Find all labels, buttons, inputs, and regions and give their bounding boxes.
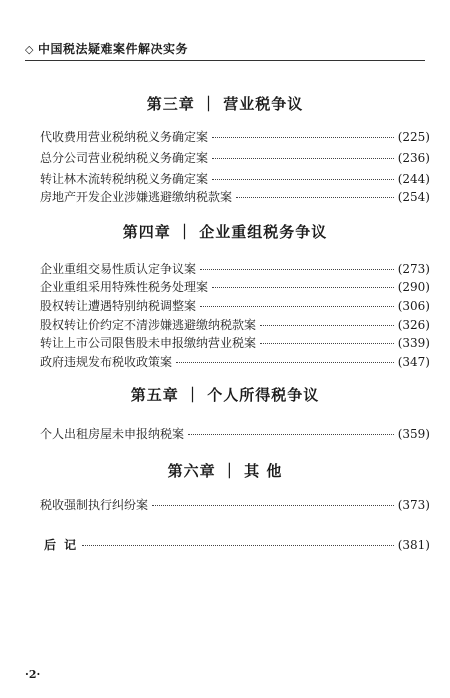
toc-entry-title: 股权转让价约定不清涉嫌逃避缴纳税款案	[40, 318, 257, 332]
toc-entry[interactable]	[40, 334, 430, 352]
dot-leader	[260, 325, 394, 326]
dot-leader	[188, 434, 394, 435]
afterword-title: 后 记	[44, 538, 79, 552]
dot-leader	[236, 197, 394, 198]
toc-entry-title: 税收强制执行纠纷案	[40, 498, 149, 512]
toc-entry-title: 总分公司营业税纳税义务确定案	[40, 151, 209, 165]
toc-entry-afterword[interactable]	[44, 536, 430, 554]
toc-entry-title: 企业重组采用特殊性税务处理案	[40, 280, 209, 294]
dot-leader	[176, 362, 394, 363]
toc-entry-title: 房地产开发企业涉嫌逃避缴纳税款案	[40, 190, 233, 204]
dot-leader	[260, 343, 394, 344]
dot-leader	[152, 505, 394, 506]
diamond-icon: ◇	[25, 43, 34, 56]
toc-entry[interactable]	[40, 353, 430, 371]
toc-entry-page: (290)	[397, 280, 430, 294]
header-rule	[25, 60, 425, 61]
dot-leader	[82, 545, 394, 546]
toc-entry-title: 代收费用营业税纳税义务确定案	[40, 130, 209, 144]
toc-entry[interactable]	[40, 425, 430, 443]
chapter-heading: 第三章 ｜ 营业税争议	[146, 95, 304, 113]
toc-entry[interactable]	[40, 496, 430, 514]
toc-entry-page: (254)	[397, 190, 430, 204]
toc-entry[interactable]	[40, 316, 430, 334]
toc-entry-page: (359)	[397, 427, 430, 441]
toc-entry-page: (244)	[397, 172, 430, 186]
toc-entry-title: 转让上市公司限售股未申报缴纳营业税案	[40, 336, 257, 350]
toc-entry-title: 个人出租房屋未申报纳税案	[40, 427, 185, 441]
dot-leader	[212, 158, 394, 159]
toc-entry-page: (236)	[397, 151, 430, 165]
toc-entry[interactable]	[40, 278, 430, 296]
toc-entry[interactable]	[40, 128, 430, 146]
toc-entry[interactable]	[40, 188, 430, 206]
toc-entry-page: (225)	[397, 130, 430, 144]
dot-leader	[212, 287, 394, 288]
toc-entry-page: (347)	[397, 355, 430, 369]
toc-entry-title: 企业重组交易性质认定争议案	[40, 262, 197, 276]
dot-leader	[212, 179, 394, 180]
chapter-heading: 第五章 ｜ 个人所得税争议	[130, 386, 320, 404]
dot-leader	[212, 137, 394, 138]
toc-entry-title: 股权转让遭遇特别纳税调整案	[40, 299, 197, 313]
running-header	[25, 40, 188, 57]
chapter-heading: 第六章 ｜ 其 他	[167, 462, 283, 480]
toc-entry-page: (373)	[397, 498, 430, 512]
book-title: 中国税法疑难案件解决实务	[37, 42, 188, 56]
toc-entry[interactable]	[40, 260, 430, 278]
toc-entry[interactable]	[40, 149, 430, 167]
toc-entry-page: (339)	[397, 336, 430, 350]
toc-entry-page: (306)	[397, 299, 430, 313]
toc-entry-page: (273)	[397, 262, 430, 276]
chapter-heading: 第四章 ｜ 企业重组税务争议	[122, 223, 328, 241]
toc-entry[interactable]	[40, 170, 430, 188]
page-number: ·2·	[25, 668, 41, 681]
toc-entry[interactable]	[40, 297, 430, 315]
toc-entry-title: 转让林木流转税纳税义务确定案	[40, 172, 209, 186]
toc-entry-page: (381)	[397, 538, 430, 552]
dot-leader	[200, 306, 394, 307]
toc-entry-page: (326)	[397, 318, 430, 332]
dot-leader	[200, 269, 394, 270]
toc-entry-title: 政府违规发布税收政策案	[40, 355, 173, 369]
